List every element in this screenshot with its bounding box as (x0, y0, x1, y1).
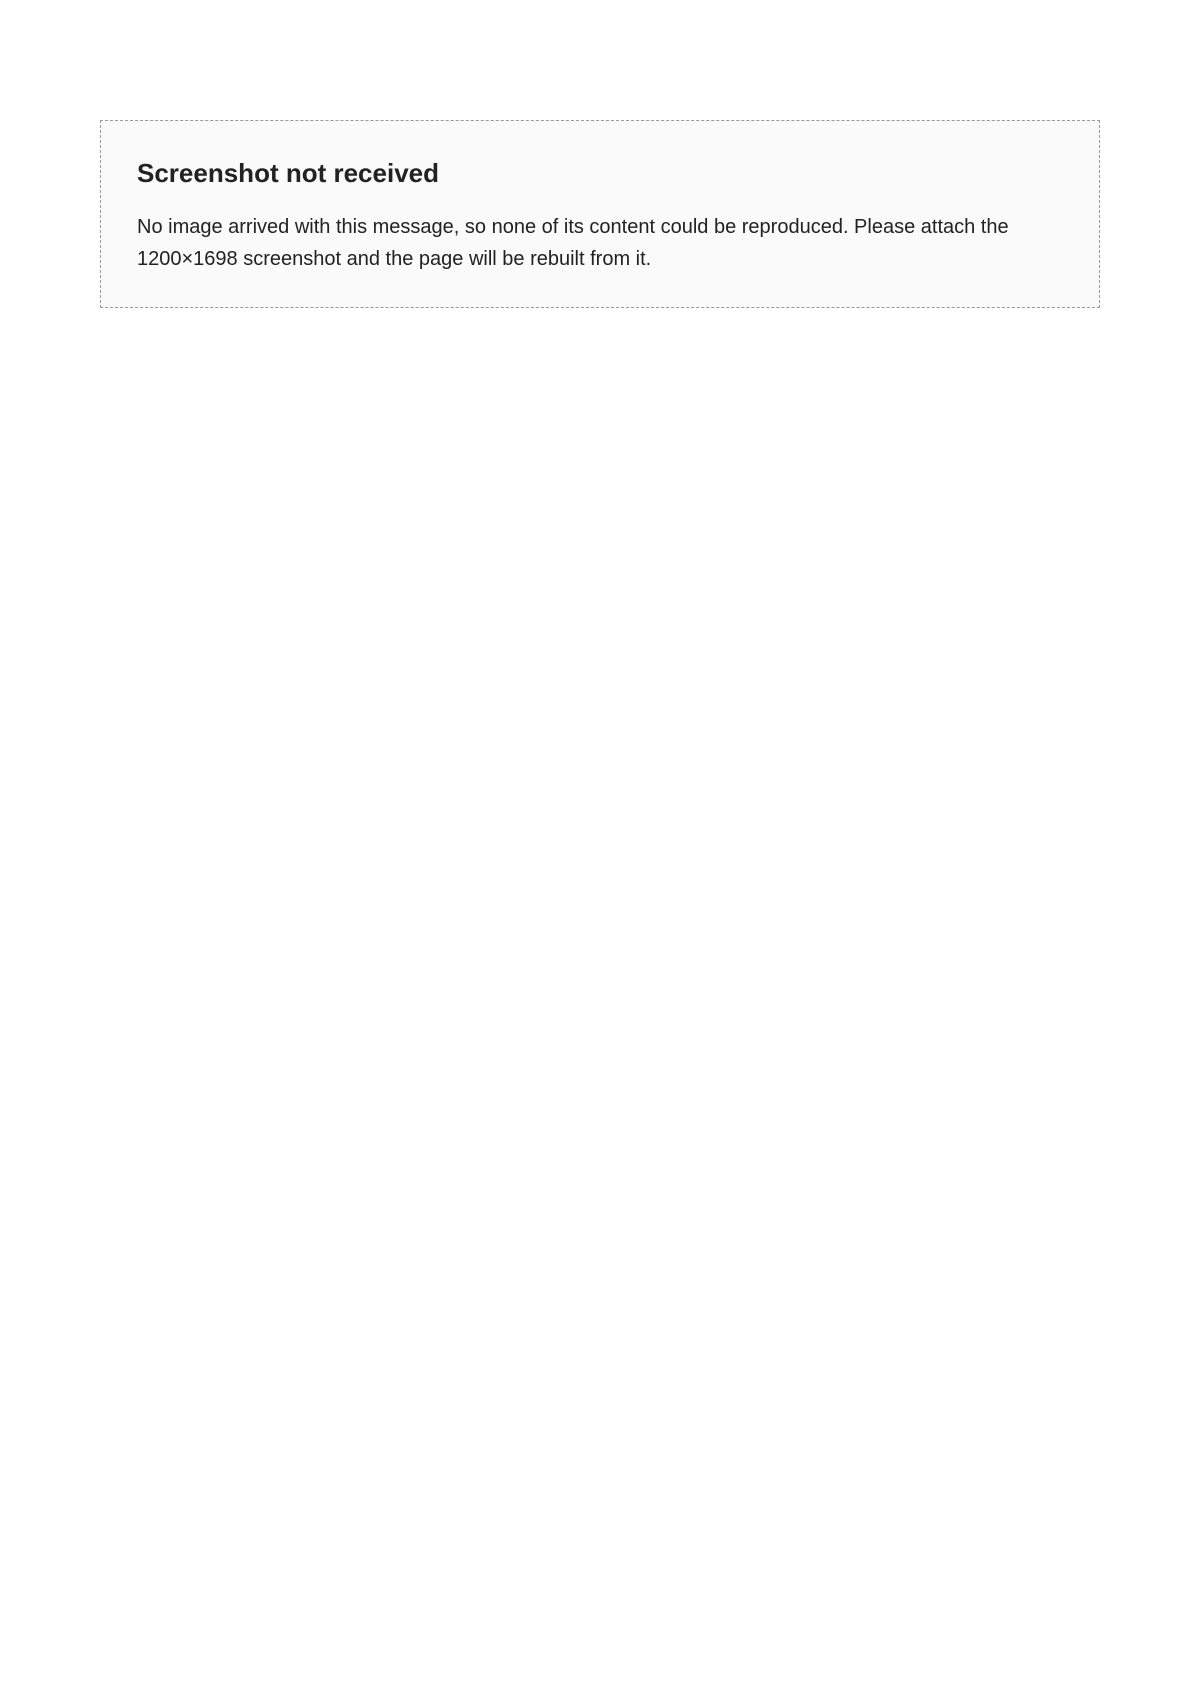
notice-body: No image arrived with this message, so none of its content could be reproduced. Please attach the 1200×1698 screenshot and the page will be rebuilt from it. (137, 215, 1009, 270)
missing-image-notice (100, 120, 1100, 308)
notice-heading: Screenshot not received (137, 158, 439, 188)
